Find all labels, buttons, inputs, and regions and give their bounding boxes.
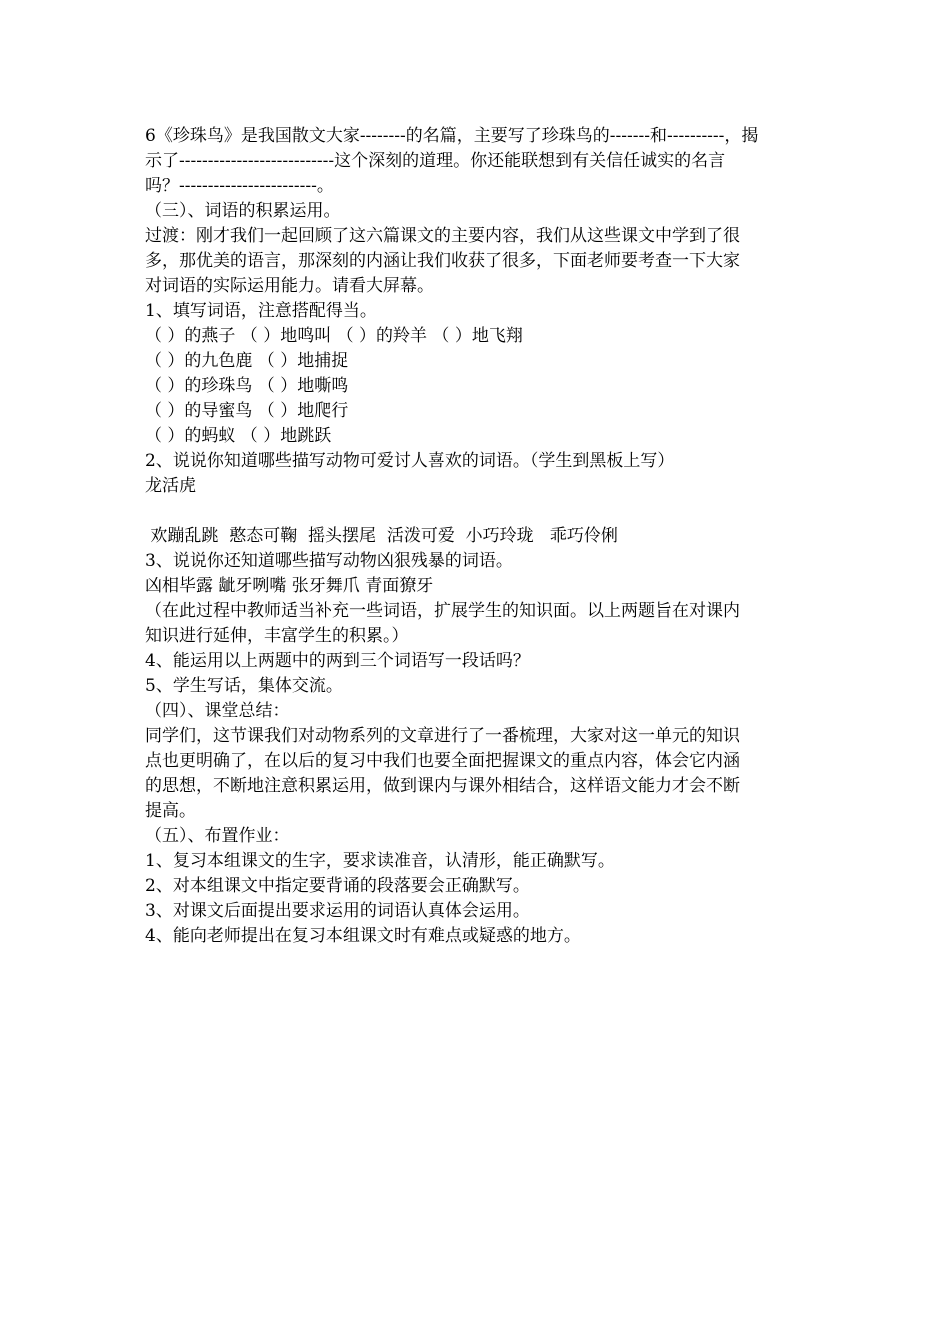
summary-line-4: 提高。: [145, 801, 196, 821]
section-4-heading: （四）、课堂总结：: [145, 701, 290, 721]
task-3-heading: 3、说说你还知道哪些描写动物凶狠残暴的词语。: [145, 551, 513, 571]
section-5-heading: （五）、布置作业：: [145, 826, 290, 846]
fill-row-4: （ ）的导蜜鸟 （ ）地爬行: [145, 401, 349, 421]
summary-line-1: 同学们，这节课我们对动物系列的文章进行了一番梳理，大家对这一单元的知识: [145, 726, 740, 746]
transition-line-1: 过渡：刚才我们一起回顾了这六篇课文的主要内容，我们从这些课文中学到了很: [145, 226, 740, 246]
fill-row-2: （ ）的九色鹿 （ ）地捕捉: [145, 351, 349, 371]
task-4-heading: 4、能运用以上两题中的两到三个词语写一段话吗？: [145, 651, 530, 671]
homework-item-1: 1、复习本组课文的生字，要求读准音，认清形，能正确默写。: [145, 851, 615, 871]
fierce-words-list: 凶相毕露 龇牙咧嘴 张牙舞爪 青面獠牙: [145, 576, 434, 596]
section-3-heading: （三）、词语的积累运用。: [145, 201, 341, 221]
summary-line-2: 点也更明确了，在以后的复习中我们也要全面把握课文的重点内容，体会它内涵: [145, 751, 740, 771]
transition-line-3: 对词语的实际运用能力。请看大屏幕。: [145, 276, 434, 296]
fill-row-5: （ ）的蚂蚁 （ ）地跳跃: [145, 426, 332, 446]
word-fragment: 龙活虎: [145, 476, 196, 496]
fill-row-3: （ ）的珍珠鸟 （ ）地嘶鸣: [145, 376, 349, 396]
transition-line-2: 多，那优美的语言，那深刻的内涵让我们收获了很多，下面老师要考查一下大家: [145, 251, 740, 271]
question-6-line-2: 示了---------------------------这个深刻的道理。你还能联想到有关信任诚实的名言: [145, 151, 726, 171]
homework-item-4: 4、能向老师提出在复习本组课文时有难点或疑惑的地方。: [145, 926, 581, 946]
blank-line: [145, 499, 810, 524]
note-line-2: 知识进行延伸，丰富学生的积累。）: [145, 626, 409, 646]
homework-item-2: 2、对本组课文中指定要背诵的段落要会正确默写。: [145, 876, 530, 896]
note-line-1: （在此过程中教师适当补充一些词语，扩展学生的知识面。以上两题旨在对课内: [145, 601, 740, 621]
question-6-line-3: 吗？------------------------。: [145, 176, 334, 196]
task-5-heading: 5、学生写话，集体交流。: [145, 676, 343, 696]
task-1-heading: 1、填写词语，注意搭配得当。: [145, 301, 377, 321]
task-2-heading: 2、说说你知道哪些描写动物可爱讨人喜欢的词语。（学生到黑板上写）: [145, 451, 675, 471]
document-body: [145, 124, 810, 949]
summary-line-3: 的思想，不断地注意积累运用，做到课内与课外相结合，这样语文能力才会不断: [145, 776, 740, 796]
homework-item-3: 3、对课文后面提出要求运用的词语认真体会运用。: [145, 901, 530, 921]
fill-row-1: （ ）的燕子 （ ）地鸣叫 （ ）的羚羊 （ ）地飞翔: [145, 326, 523, 346]
cute-words-list: 欢蹦乱跳 憨态可鞠 摇头摆尾 活泼可爱 小巧玲珑 乖巧伶俐: [145, 526, 618, 546]
question-6-line-1: 6《珍珠鸟》是我国散文大家--------的名篇，主要写了珍珠鸟的-------和----------，揭: [145, 126, 759, 146]
